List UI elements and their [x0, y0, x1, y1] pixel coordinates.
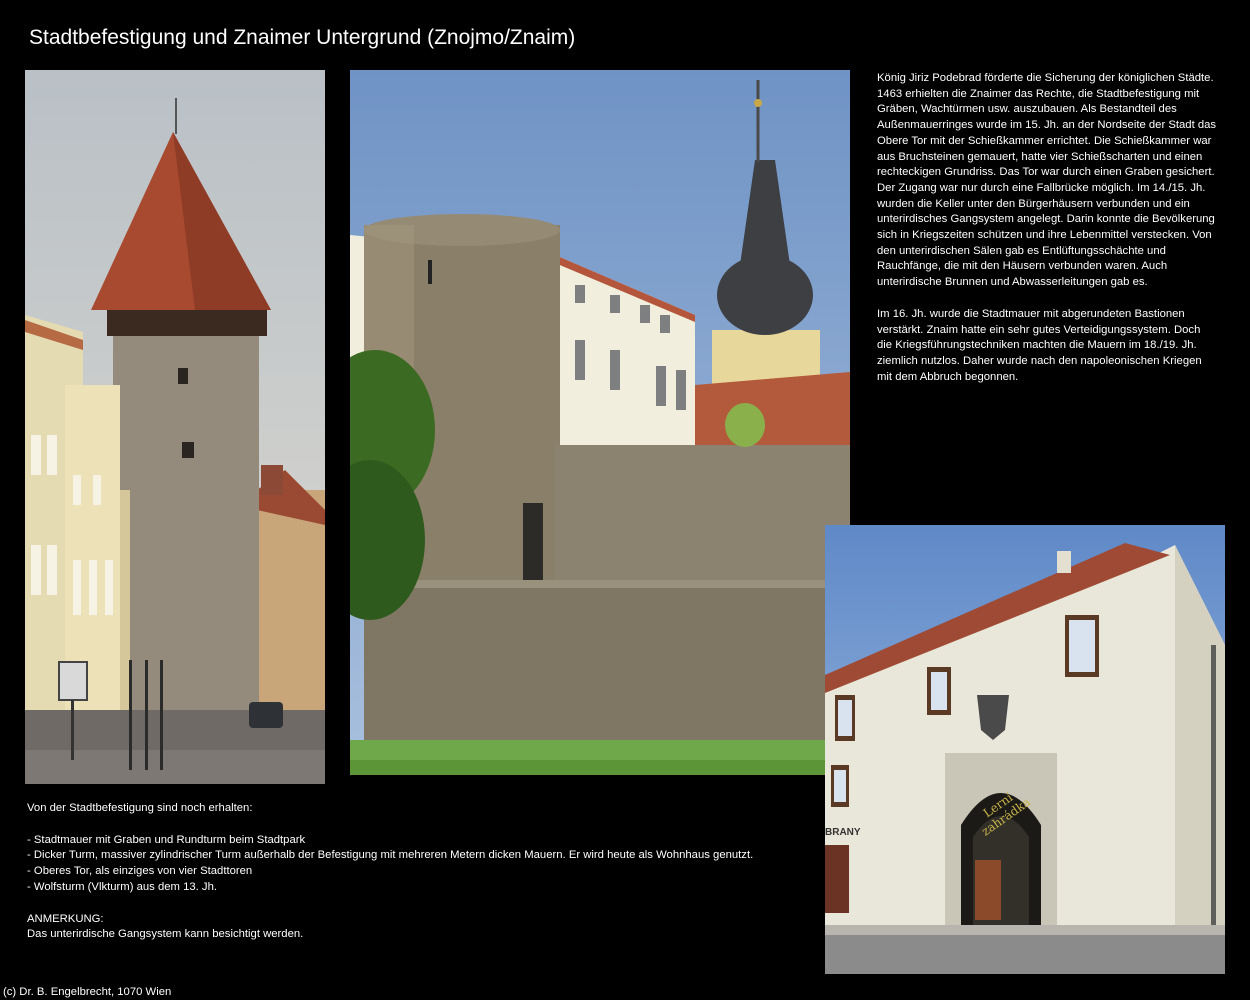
list-item: - Stadtmauer mit Graben und Rundturm beim Stadtpark	[27, 833, 306, 846]
upper-gate-photo	[825, 525, 1225, 974]
arch-sign-text: Lerní zahrádka	[978, 790, 1034, 839]
remains-section	[27, 801, 817, 943]
city-wall-round-tower-photo	[350, 70, 850, 775]
note-heading: ANMERKUNG:	[27, 912, 104, 925]
list-item: - Oberes Tor, als einziges von vier Stadttoren	[27, 865, 253, 878]
wolf-tower-photo	[25, 70, 325, 784]
description-text	[877, 71, 1217, 401]
wall-sign-text: BRANY	[825, 827, 861, 838]
copyright-footer: (c) Dr. B. Engelbrecht, 1070 Wien	[3, 986, 172, 998]
note-text: Das unterirdische Gangsystem kann besichtigt werden.	[27, 928, 304, 941]
remains-heading: Von der Stadtbefestigung sind noch erhalten:	[27, 802, 253, 814]
description-paragraph-1: König Jiriz Podebrad förderte die Sicherung der königlichen Städte. 1463 erhielten die Znaimer das Rechte, die Stadtbefestigung mit Gräben, Wachtürmen usw. auszubauen. Als Bestandteil des Außenmauerringes wurde im 15. Jh. an der Nordseite der Stadt das Obere Tor mit der Schießkammer errichtet. Die Schießkammer war aus Bruchsteinen gemauert, hatte vier Schießscharten und einen rechteckigen Grundriss. Das Tor war durch einen Graben gesichert. Der Zugang war nur durch eine Fallbrücke möglich. Im 14./15. Jh. wurden die Keller unter den Bürgerhäusern verbunden und ein unterirdisches Gangsystem angelegt. Darin konnte die Bevölkerung sich in Kriegszeiten schützen und ihre Lebenmittel verstecken. Von den unterirdischen Sälen gab es Entlüftungsschächte und Rauchfänge, die mit den Häusern verbunden waren. Auch unterirdische Brunnen und Abwasserleitungen gab es.	[877, 72, 1217, 289]
list-item: - Wolfsturm (Vlkturm) aus dem 13. Jh.	[27, 880, 218, 893]
page-title: Stadtbefestigung und Znaimer Untergrund (Znojmo/Znaim)	[29, 26, 576, 49]
description-paragraph-2: Im 16. Jh. wurde die Stadtmauer mit abgerundeten Bastionen verstärkt. Znaim hatte ein sehr gutes Verteidigungssystem. Doch die Kriegsführungstechniken machten die Mauern im 18./19. Jh. ziemlich nutzlos. Daher wurde nach den napoleonischen Kriegen mit dem Abbruch begonnen.	[877, 307, 1202, 383]
list-item: - Dicker Turm, massiver zylindrischer Turm außerhalb der Befestigung mit mehreren Metern dicken Mauern. Er wird heute als Wohnhaus genutzt.	[27, 849, 754, 862]
